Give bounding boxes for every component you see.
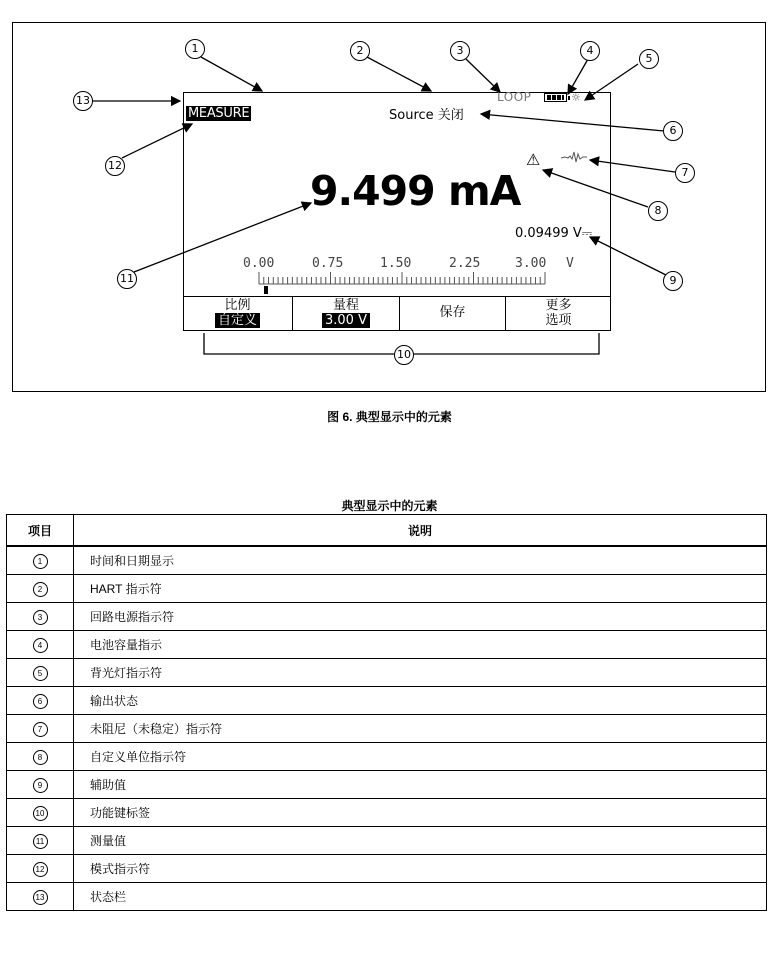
table-row (7, 771, 767, 799)
backlight-icon: ☼ (571, 91, 581, 104)
softkey-label: 量程 (332, 298, 359, 313)
callout-6: 6 (663, 121, 683, 141)
description-cell: 回路电源指示符 (74, 603, 767, 631)
table-row (7, 603, 767, 631)
softkey-label: 选项 (545, 313, 572, 328)
output-status: Source 关闭 (389, 108, 464, 123)
softkey-label: 比例 (224, 298, 251, 313)
table-row (7, 631, 767, 659)
mode-indicator: MEASURE (188, 106, 250, 121)
item-number-cell (7, 855, 74, 883)
description-cell: 自定义单位指示符 (74, 743, 767, 771)
description-cell: 电池容量指示 (74, 631, 767, 659)
item-number: 11 (33, 834, 48, 849)
softkey-label: 保存 (439, 305, 466, 320)
description-cell: 模式指示符 (74, 855, 767, 883)
callout-10: 10 (394, 345, 414, 365)
scale-label: 1.50 (380, 256, 412, 271)
item-number-cell (7, 659, 74, 687)
softkey-value: 3.00 V (322, 313, 370, 328)
scale-label: 3.00 (515, 256, 547, 271)
elements-table (6, 514, 767, 911)
callout-5: 5 (639, 49, 659, 69)
table-header-row (7, 515, 767, 547)
table-title: 典型显示中的元素 (341, 499, 438, 513)
item-number-cell (7, 631, 74, 659)
auxiliary-value: 0.09499 V⎓ (515, 226, 593, 241)
figure-caption: 图 6. 典型显示中的元素 (327, 410, 452, 424)
item-number-cell (7, 799, 74, 827)
item-number: 7 (33, 722, 48, 737)
table-row (7, 855, 767, 883)
callout-11: 11 (117, 269, 137, 289)
item-number: 4 (33, 638, 48, 653)
item-number: 9 (33, 778, 48, 793)
callout-7: 7 (675, 163, 695, 183)
callout-3: 3 (450, 41, 470, 61)
table-row (7, 743, 767, 771)
softkey-label: 更多 (545, 298, 572, 313)
table-row (7, 687, 767, 715)
description-cell: 背光灯指示符 (74, 659, 767, 687)
table-row (7, 715, 767, 743)
callout-4: 4 (580, 41, 600, 61)
scale-label: 2.25 (449, 256, 481, 271)
column-header-item: 项目 (7, 515, 74, 547)
measured-value: 9.499 mA (310, 167, 521, 215)
item-number-cell (7, 687, 74, 715)
description-cell: 测量值 (74, 827, 767, 855)
column-header-description: 说明 (74, 515, 767, 547)
table-row (7, 659, 767, 687)
description-cell: HART 指示符 (74, 575, 767, 603)
warning-triangle-icon: ⚠ (526, 150, 541, 169)
item-number: 10 (33, 806, 48, 821)
callout-1: 1 (185, 39, 205, 59)
item-number: 5 (33, 666, 48, 681)
table-body (7, 546, 767, 911)
table-row (7, 827, 767, 855)
description-cell: 未阻尼（未稳定）指示符 (74, 715, 767, 743)
scale-label: 0.00 (243, 256, 275, 271)
callout-2: 2 (350, 41, 370, 61)
table-row (7, 575, 767, 603)
callout-12: 12 (105, 156, 125, 176)
callout-leaders (0, 0, 779, 400)
description-cell: 时间和日期显示 (74, 546, 767, 575)
item-number: 13 (33, 890, 48, 905)
description-cell: 输出状态 (74, 687, 767, 715)
item-number-cell (7, 715, 74, 743)
callout-8: 8 (648, 201, 668, 221)
item-number-cell (7, 575, 74, 603)
table-row (7, 546, 767, 575)
item-number-cell (7, 883, 74, 911)
softkey-value: 自定义 (215, 313, 260, 328)
item-number-cell (7, 827, 74, 855)
item-number-cell (7, 603, 74, 631)
description-cell: 状态栏 (74, 883, 767, 911)
item-number: 1 (33, 554, 48, 569)
item-number: 2 (33, 582, 48, 597)
item-number: 6 (33, 694, 48, 709)
description-cell: 功能键标签 (74, 799, 767, 827)
item-number: 8 (33, 750, 48, 765)
callout-13: 13 (73, 91, 93, 111)
item-number-cell (7, 743, 74, 771)
table-row (7, 883, 767, 911)
item-number: 12 (33, 862, 48, 877)
description-cell: 辅助值 (74, 771, 767, 799)
item-number-cell (7, 546, 74, 575)
item-number-cell (7, 771, 74, 799)
callout-9: 9 (663, 271, 683, 291)
scale-label: V (566, 256, 574, 271)
table-row (7, 799, 767, 827)
loop-power-indicator: LOOP (497, 90, 532, 104)
item-number: 3 (33, 610, 48, 625)
scale-label: 0.75 (312, 256, 344, 271)
